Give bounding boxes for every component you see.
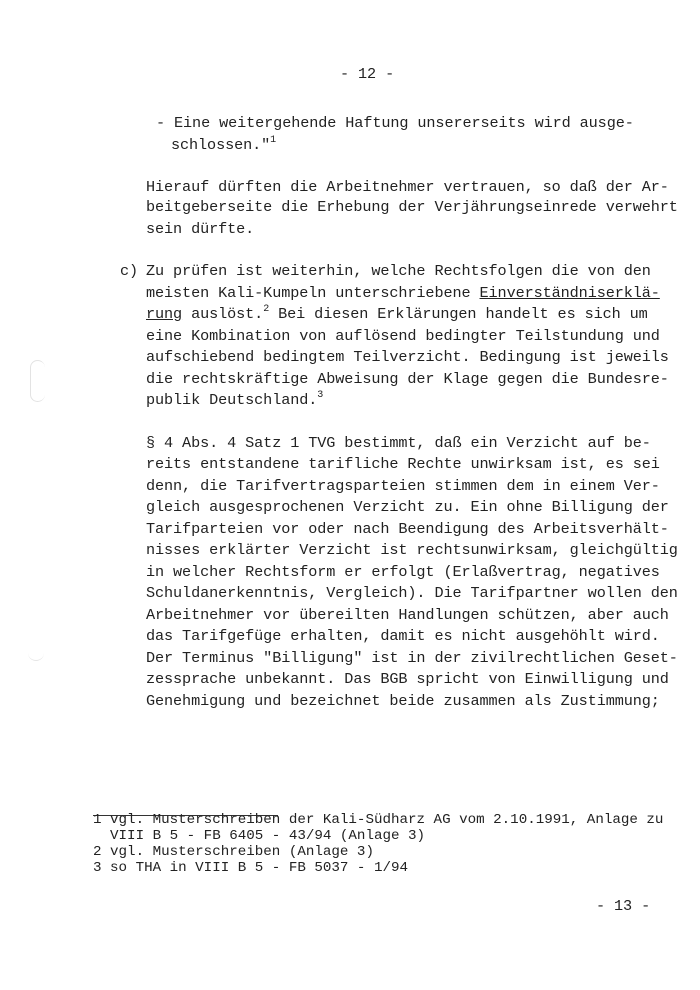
- footnote-ref-1: 1: [270, 135, 277, 146]
- section-c-line-2: [146, 283, 660, 303]
- footnote-line: 1 vgl. Musterschreiben der Kali-Südharz AG vom 2.10.1991, Anlage zu: [93, 812, 664, 828]
- footnote-line: 3 so THA in VIII B 5 - FB 5037 - 1/94: [93, 860, 409, 876]
- section-c-line-3-rest: Bei diesen Erklärungen handelt es sich um: [269, 305, 648, 323]
- underlined-term-end: rung: [146, 305, 183, 323]
- underlined-term: Einverständniserklä-: [479, 284, 660, 302]
- scan-artifact: [30, 360, 45, 402]
- section-c-label: c): [120, 262, 139, 280]
- footnote-line: 2 vgl. Musterschreiben (Anlage 3): [93, 844, 374, 860]
- next-page-number: - 13 -: [596, 897, 651, 915]
- quote-line-2-text: schlossen.": [171, 136, 271, 154]
- para2-line: das Tarifgefüge erhalten, damit es nicht ausgehöhlt wird.: [146, 627, 660, 645]
- section-c-line-3: [146, 304, 648, 324]
- para1-line-3: sein dürfte.: [146, 220, 255, 238]
- section-c-line-4: eine Kombination von auflösend bedingter Teilstundung und: [146, 327, 660, 345]
- quote-line-1: - Eine weitergehende Haftung unsererseits wird ausge-: [156, 114, 634, 132]
- section-c-line-3-mid: auslöst.: [182, 305, 264, 323]
- para2-line: in welcher Rechtsform er erfolgt (Erlaßvertrag, negatives: [146, 563, 660, 581]
- footnote-line: VIII B 5 - FB 6405 - 43/94 (Anlage 3): [93, 828, 426, 844]
- section-c-line-5: aufschiebend bedingtem Teilverzicht. Bedingung ist jeweils: [146, 348, 669, 366]
- para2-line: Schuldanerkenntnis, Vergleich). Die Tarifpartner wollen den: [146, 584, 678, 602]
- para2-line: zessprache unbekannt. Das BGB spricht von Einwilligung und: [146, 670, 669, 688]
- para2-line: nisses erklärter Verzicht ist rechtsunwirksam, gleichgültig: [146, 541, 678, 559]
- section-c-line-1: Zu prüfen ist weiterhin, welche Rechtsfolgen die von den: [146, 262, 651, 280]
- scan-artifact: [28, 640, 44, 661]
- section-c-line-2-text: meisten Kali-Kumpeln unterschriebene: [146, 284, 480, 302]
- para2-line: Genehmigung und bezeichnet beide zusammen als Zustimmung;: [146, 692, 660, 710]
- section-c-line-6: die rechtskräftige Abweisung der Klage gegen die Bundesre-: [146, 370, 669, 388]
- para2-line: § 4 Abs. 4 Satz 1 TVG bestimmt, daß ein Verzicht auf be-: [146, 434, 651, 452]
- para1-line-2: beitgeberseite die Erhebung der Verjährungseinrede verwehrt: [146, 198, 678, 216]
- para2-line: Tarifparteien vor oder nach Beendigung des Arbeitsverhält-: [146, 520, 669, 538]
- section-c-line-7: [146, 390, 323, 410]
- para1-line-1: Hierauf dürften die Arbeitnehmer vertrauen, so daß der Ar-: [146, 178, 669, 196]
- section-c-line-7-text: publik Deutschland.: [146, 391, 318, 409]
- para2-line: Arbeitnehmer vor übereilten Handlungen schützen, aber auch: [146, 606, 669, 624]
- para2-line: reits entstandene tarifliche Rechte unwirksam ist, es sei: [146, 455, 660, 473]
- para2-line: Der Terminus "Billigung" ist in der zivilrechtlichen Geset-: [146, 649, 678, 667]
- quote-line-2: [171, 135, 276, 155]
- footnote-ref-3: 3: [317, 390, 324, 401]
- para2-line: gleich ausgesprochenen Verzicht zu. Ein ohne Billigung der: [146, 498, 669, 516]
- para2-line: denn, die Tarifvertragsparteien stimmen dem in einem Ver-: [146, 477, 660, 495]
- page-number: - 12 -: [340, 65, 395, 83]
- footnote-ref-2: 2: [263, 304, 270, 315]
